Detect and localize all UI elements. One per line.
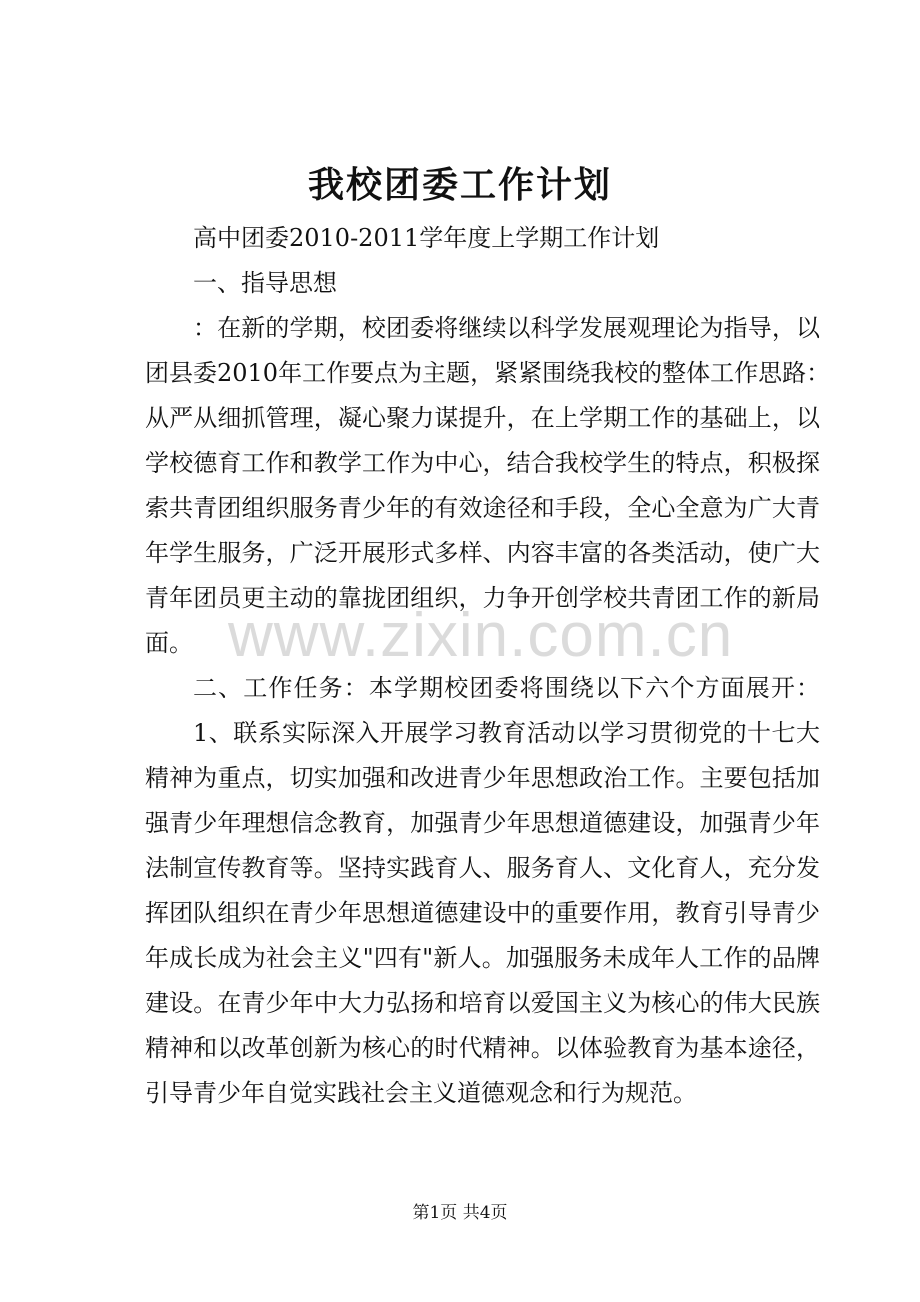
- paragraph-line: 挥团队组织在青少年思想道德建设中的重要作用，教育引导青少: [145, 899, 820, 927]
- paragraph-line: 年学生服务，广泛开展形式多样、内容丰富的各类活动，使广大: [145, 539, 820, 567]
- paragraph-line: 面。: [145, 629, 193, 657]
- document-title: 我校团委工作计划: [307, 164, 612, 206]
- section-heading: 一、指导思想: [193, 269, 337, 297]
- paragraph-line: 年成长成为社会主义"四有"新人。加强服务未成年人工作的品牌: [145, 944, 820, 972]
- paragraph-line: 精神为重点，切实加强和改进青少年思想政治工作。主要包括加: [145, 764, 820, 792]
- paragraph-line: 学校德育工作和教学工作为中心，结合我校学生的特点，积极探: [145, 449, 820, 477]
- paragraph-line: 建设。在青少年中大力弘扬和培育以爱国主义为核心的伟大民族: [145, 989, 820, 1017]
- paragraph-line: 团县委2010年工作要点为主题，紧紧围绕我校的整体工作思路：: [145, 359, 831, 387]
- page-footer: 第1页 共4页: [412, 1203, 508, 1223]
- watermark: www.zixin.com.cn: [228, 601, 734, 670]
- paragraph-line: 索共青团组织服务青少年的有效途径和手段，全心全意为广大青: [145, 494, 820, 522]
- paragraph-line: 法制宣传教育等。坚持实践育人、服务育人、文化育人，充分发: [145, 854, 820, 882]
- paragraph-line: 引导青少年自觉实践社会主义道德观念和行为规范。: [145, 1079, 697, 1107]
- paragraph-line: 1、联系实际深入开展学习教育活动以学习贯彻党的十七大: [193, 719, 820, 747]
- paragraph-line: ：在新的学期，校团委将继续以科学发展观理论为指导，以: [193, 314, 820, 342]
- section-heading: 二、工作任务：本学期校团委将围绕以下六个方面展开：: [193, 674, 820, 702]
- subtitle: 高中团委2010-2011学年度上学期工作计划: [193, 224, 660, 252]
- paragraph-line: 强青少年理想信念教育，加强青少年思想道德建设，加强青少年: [145, 809, 820, 837]
- paragraph-line: 精神和以改革创新为核心的时代精神。以体验教育为基本途径，: [145, 1034, 820, 1062]
- paragraph-line: 青年团员更主动的靠拢团组织，力争开创学校共青团工作的新局: [145, 584, 820, 612]
- paragraph-line: 从严从细抓管理，凝心聚力谋提升，在上学期工作的基础上，以: [145, 404, 820, 432]
